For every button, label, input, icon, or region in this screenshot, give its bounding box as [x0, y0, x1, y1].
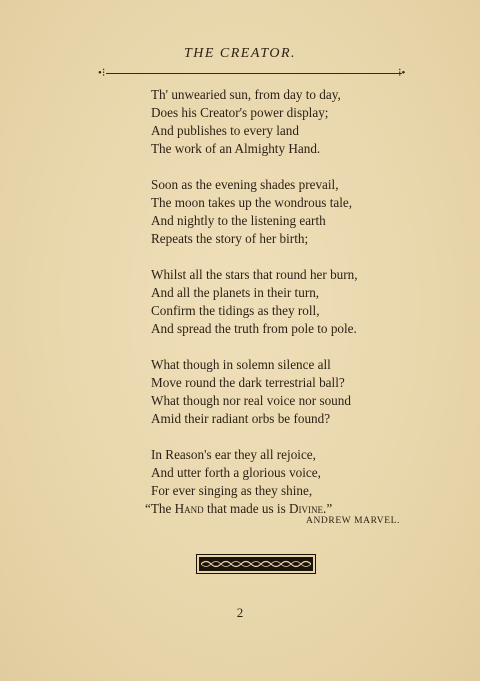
stanza-4 [0, 356, 480, 428]
word-divine: Divine [289, 501, 324, 516]
poem-line: And publishes to every land [151, 123, 299, 138]
poem-line: For ever singing as they shine, [151, 483, 313, 498]
poem-line: Confirm the tidings as they roll, [151, 303, 320, 318]
poem-line: What though in solemn silence all [151, 357, 331, 372]
poem-line: Amid their radiant orbs be found? [151, 411, 331, 426]
stanza-1 [0, 86, 480, 158]
poem-line: In Reason's ear they all rejoice, [151, 447, 316, 462]
poem-line: Th' unwearied sun, from day to day, [151, 87, 341, 102]
stanza-3 [0, 266, 480, 338]
quote-middle: that made us is [203, 501, 290, 516]
quote-open: “The [145, 501, 175, 516]
decorative-tailpiece [196, 554, 316, 574]
word-hand: Hand [174, 501, 204, 516]
poem-line: Move round the dark terrestrial ball? [151, 375, 345, 390]
poem-line: What though nor real voice nor sound [151, 393, 351, 408]
rule-ornament-left: •⁝ [98, 67, 106, 79]
poem-line: And utter forth a glorious voice, [151, 465, 321, 480]
poem [0, 86, 480, 536]
poem-line: Soon as the evening shades prevail, [151, 177, 339, 192]
scroll-ornament-icon [201, 559, 311, 569]
poem-line: Does his Creator's power display; [151, 105, 329, 120]
stanza-2 [0, 176, 480, 248]
quote-close: .” [323, 501, 333, 516]
header-rule [106, 73, 402, 74]
poem-line: Repeats the story of her birth; [151, 231, 309, 246]
poem-line: The moon takes up the wondrous tale, [151, 195, 353, 210]
rule-ornament-right: ⁝• [398, 67, 406, 79]
poem-line: And all the planets in their turn, [151, 285, 320, 300]
poem-line: The work of an Almighty Hand. [151, 141, 321, 156]
poem-line: And spread the truth from pole to pole. [151, 321, 357, 336]
poem-line: Whilst all the stars that round her burn, [151, 267, 358, 282]
page-number: 2 [236, 605, 244, 620]
stanza-5 [0, 446, 480, 518]
author-attribution: ANDREW MARVEL. [306, 516, 401, 526]
running-title: THE CREATOR. [183, 46, 297, 61]
poem-line: And nightly to the listening earth [151, 213, 326, 228]
